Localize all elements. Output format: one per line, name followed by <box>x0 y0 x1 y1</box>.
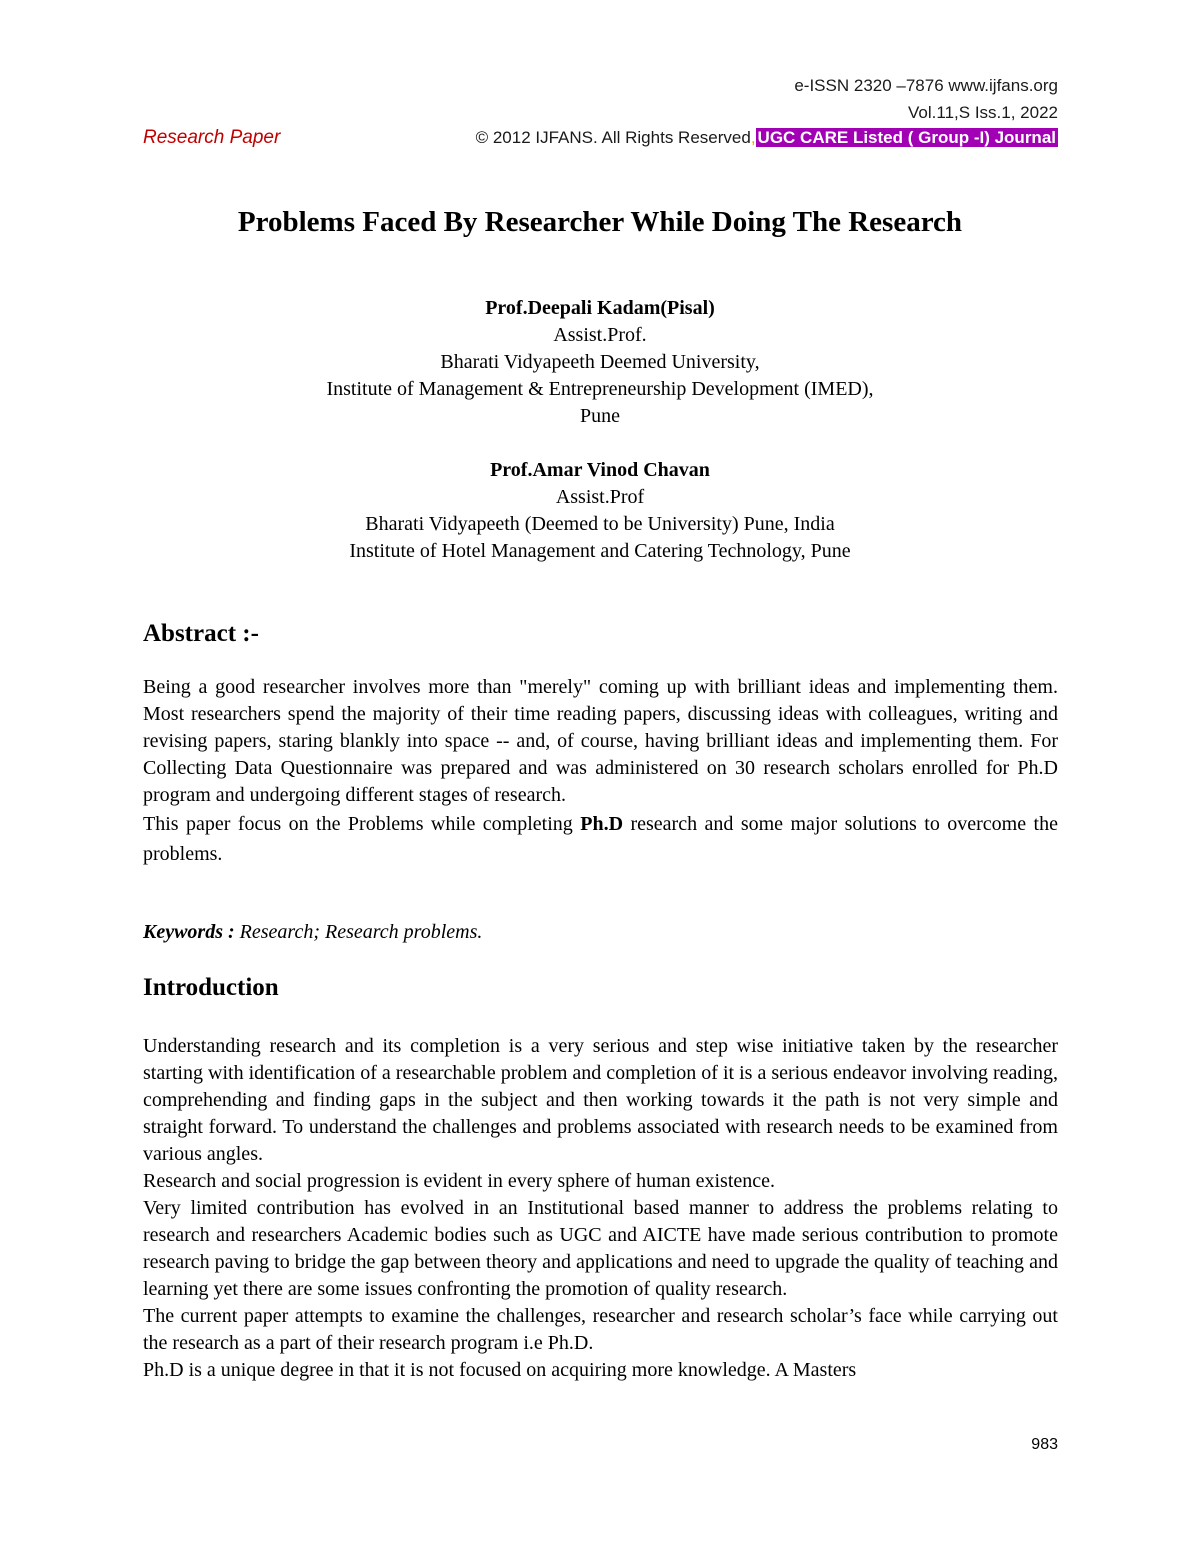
keywords-line <box>143 921 482 944</box>
rights-comma: , <box>750 128 756 147</box>
issn-line: e-ISSN 2320 –7876 www.ijfans.org <box>794 76 1058 95</box>
abstract-heading: Abstract :- <box>143 620 259 647</box>
abstract-body <box>143 674 1058 869</box>
keywords-text: Research; Research problems. <box>234 921 483 943</box>
author-affiliation: Bharati Vidyapeeth (Deemed to be University) Pune, India <box>365 513 835 535</box>
ugc-badge: UGC CARE Listed ( Group -I) Journal <box>757 128 1056 147</box>
copyright-text: © 2012 IJFANS. All Rights Reserved <box>475 128 751 147</box>
author-name: Prof.Amar Vinod Chavan <box>490 459 710 481</box>
volume-line: Vol.11,S Iss.1, 2022 <box>908 103 1058 122</box>
author-affiliation: Institute of Hotel Management and Catering Technology, Pune <box>349 540 851 562</box>
author-name: Prof.Deepali Kadam(Pisal) <box>485 297 715 319</box>
introduction-paragraph: Understanding research and its completion is a very serious and step wise initiative taken by the researcher starting with identification of a researchable problem and completion of it is a serious endeavor involving reading, comprehending and finding gaps in the subject and then working towards it the path is not very simple and straight forward. To understand the challenges and problems associated with research needs to be examined from various angles. <box>143 1035 1058 1165</box>
introduction-heading: Introduction <box>143 974 279 1001</box>
introduction-paragraph: Ph.D is a unique degree in that it is not focused on acquiring more knowledge. A Masters <box>143 1359 857 1381</box>
rights-line <box>476 128 1058 148</box>
author-block-2 <box>0 457 1200 565</box>
introduction-body <box>143 1033 1058 1384</box>
author-designation: Assist.Prof <box>555 486 645 508</box>
abstract-text: research and some major solutions to overcome the problems. <box>143 813 1058 865</box>
paper-title: Problems Faced By Researcher While Doing The Research <box>237 206 963 238</box>
author-affiliation: Institute of Management & Entrepreneurship Development (IMED), <box>326 378 874 400</box>
introduction-paragraph: The current paper attempts to examine the challenges, researcher and research scholar’s face while carrying out the research as a part of their research program i.e Ph.D. <box>143 1305 1058 1354</box>
keywords-label: Keywords : <box>143 921 235 943</box>
abstract-paragraph: Being a good researcher involves more than "merely" coming up with brilliant ideas and implementing them. Most researchers spend the majority of their time reading papers, discussing ideas with colleagues, writing and revising papers, staring blankly into space -- and, of course, having brilliant ideas and implementing them. For Collecting Data Questionnaire was prepared and was administered on 30 research scholars enrolled for Ph.D program and undergoing different stages of research. <box>143 676 1058 806</box>
page-number: 983 <box>1031 1436 1058 1453</box>
author-block-1 <box>0 295 1200 430</box>
abstract-bold-term: Ph.D <box>580 813 624 835</box>
author-designation: Assist.Prof. <box>553 324 647 346</box>
abstract-paragraph <box>143 809 1058 869</box>
abstract-text: This paper focus on the Problems while completing <box>143 813 581 835</box>
introduction-paragraph: Very limited contribution has evolved in an Institutional based manner to address the problems relating to research and researchers Academic bodies such as UGC and AICTE have made serious contribution to promote research paving to bridge the gap between theory and applications and need to upgrade the quality of teaching and learning yet there are some issues confronting the promotion of quality research. <box>143 1197 1058 1300</box>
introduction-paragraph: Research and social progression is evident in every sphere of human existence. <box>143 1170 776 1192</box>
paper-type-label: Research Paper <box>143 127 281 148</box>
author-affiliation: Bharati Vidyapeeth Deemed University, <box>440 351 760 373</box>
author-affiliation: Pune <box>580 405 620 427</box>
